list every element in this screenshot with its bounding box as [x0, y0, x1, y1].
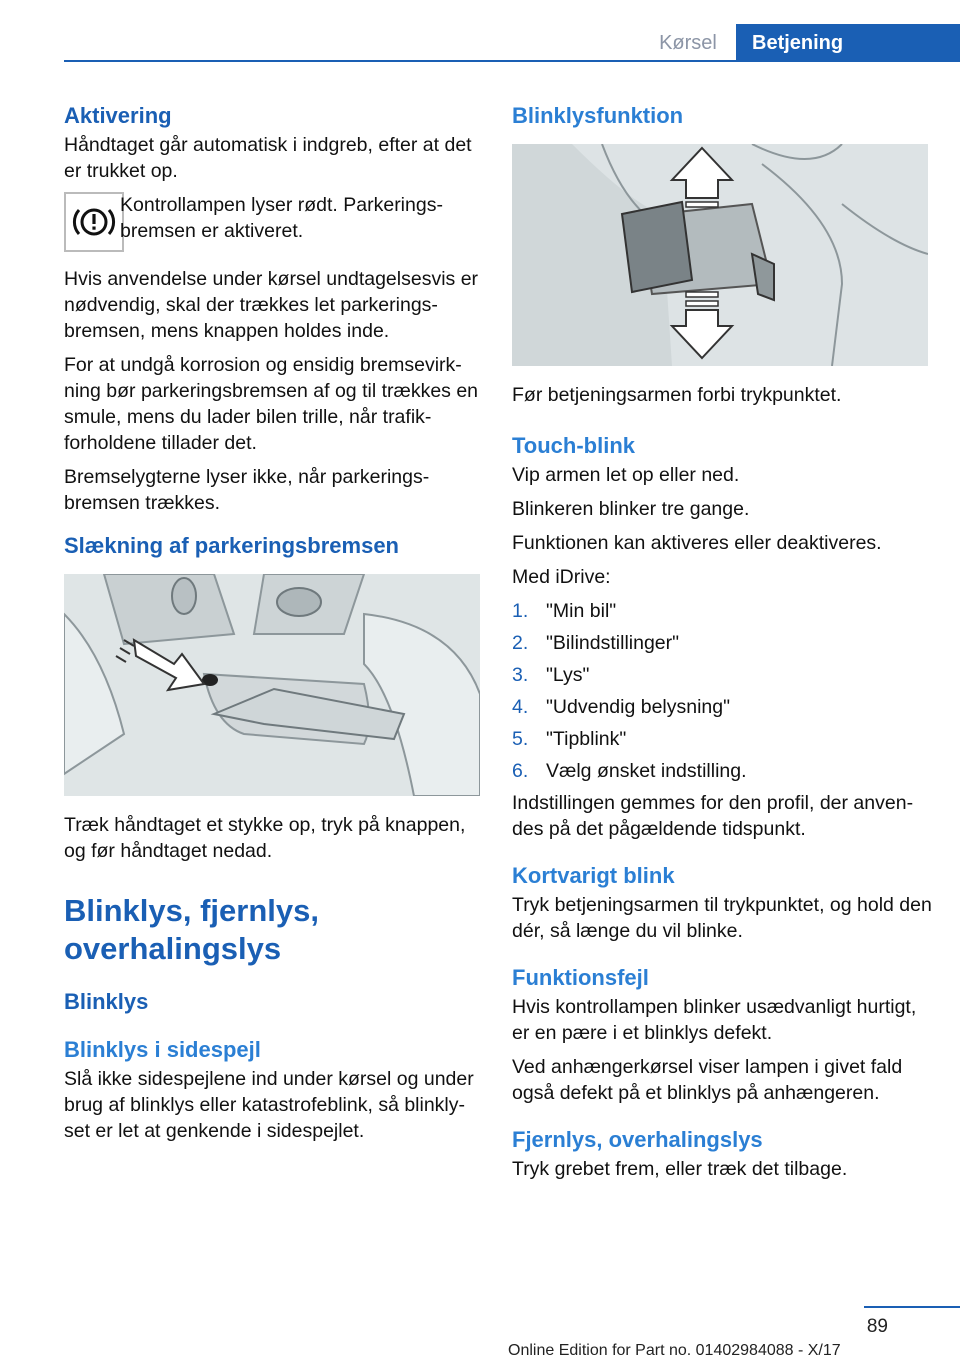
heading-funktionsfejl: Funktionsfejl [512, 965, 649, 990]
heading-blinklysfunktion: Blinklysfunktion [512, 103, 684, 128]
fjern-text: Tryk grebet frem, eller træk det tilbage. [512, 1158, 848, 1180]
heading-aktivering: Aktivering [64, 103, 172, 128]
list-item: 2. "Bilindstillinger" [512, 632, 680, 654]
chapter-tab-korsel[interactable]: Kørsel [659, 32, 717, 54]
touch-p1: Vip armen let op eller ned. [512, 464, 740, 486]
heading-fjernlys: Fjernlys, overhalingslys [512, 1127, 763, 1152]
heading-blinklys: Blinklys [64, 989, 149, 1014]
list-item: 1. "Min bil" [512, 600, 617, 622]
aktivering-text: Håndtaget går automatisk i indgreb, efter at det er trukket op. [64, 134, 472, 182]
list-item: 6. Vælg ønsket indstilling. [512, 760, 747, 782]
blinkfunktion-text: Før betjeningsarmen forbi trykpunktet. [512, 384, 842, 406]
section-title: Blinklys, fjernlys, overhalingslys [64, 893, 319, 966]
paragraph-emergency-use: Hvis anvendelse under kørsel undtagelsesvis er nødvendig, skal der trækkes let parkeringsbremsen, mens knappen holdes inde. [64, 268, 479, 342]
paragraph-corrosion: For at undgå korrosion og ensidig bremsevirkning bør parkeringsbremsen af og til trækkes en smule, mens du lader bilen trille, når trafikforholdene tillader det. [64, 354, 479, 454]
touch-p2: Blinkeren blinker tre gange. [512, 498, 750, 520]
heading-slaekning: Slækning af parkeringsbremsen [64, 533, 399, 558]
fejl-p1: Hvis kontrollampen blinker usædvanligt hurtigt, er en pære i et blinklys defekt. [512, 996, 917, 1044]
turn-signal-lever-illustration [512, 144, 928, 366]
parking-brake-illustration [64, 574, 480, 796]
footer-rule [864, 1306, 960, 1308]
touch-p3: Funktionen kan aktiveres eller deaktiveres. [512, 532, 882, 554]
paragraph-brake-lights: Bremselygterne lyser ikke, når parkeringsbremsen trækkes. [64, 466, 430, 514]
heading-blinklys-sidespejl: Blinklys i sidespejl [64, 1037, 261, 1062]
warning-text: Kontrollampen lyser rødt. Parkeringsbremsen er aktiveret. [120, 194, 443, 242]
idrive-steps [512, 598, 932, 784]
left-column [64, 100, 484, 1152]
parking-brake-warning-icon [64, 192, 124, 252]
page-number: 89 [866, 1316, 888, 1337]
fejl-p2: Ved anhængerkørsel viser lampen i givet fald også defekt på et blinklys på anhængeren. [512, 1056, 903, 1104]
edition-line: Online Edition for Part no. 01402984088 - X/17 [508, 1342, 841, 1359]
warning-note [64, 192, 484, 252]
chapter-tab-betjening[interactable]: Betjening [736, 24, 960, 62]
sidespejl-text: Slå ikke sidespejlene ind under kørsel og under brug af blinklys eller katastrofeblink, så blinklyset er let at genkende i sidespejlet. [64, 1068, 474, 1142]
heading-touch-blink: Touch-blink [512, 433, 636, 458]
touch-p5: Indstillingen gemmes for den profil, der anvendes på det pågældende tidspunkt. [512, 792, 914, 840]
right-column [512, 100, 932, 1190]
list-item: 5. "Tipblink" [512, 728, 627, 750]
touch-p4: Med iDrive: [512, 566, 611, 588]
list-item: 3. "Lys" [512, 664, 590, 686]
slaekning-text: Træk håndtaget et stykke op, tryk på knappen, og før håndtaget nedad. [64, 814, 466, 862]
heading-kortvarigt-blink: Kortvarigt blink [512, 863, 675, 888]
list-item: 4. "Udvendig belysning" [512, 696, 731, 718]
header-rule [64, 60, 960, 62]
kort-text: Tryk betjeningsarmen til trykpunktet, og hold den dér, så længe du vil blinke. [512, 894, 932, 942]
